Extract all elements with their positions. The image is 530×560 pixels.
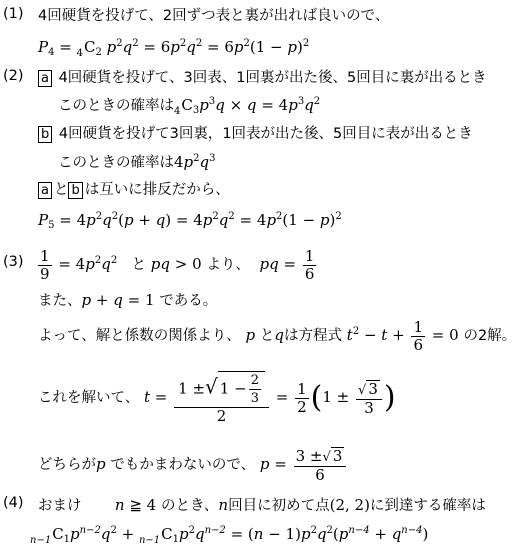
prob-a-c: C: [181, 96, 193, 114]
p4-text-2: のとき、: [161, 498, 219, 514]
f-pre1: n−1: [30, 535, 52, 546]
p4-text-4: に到達する確率は: [369, 498, 486, 514]
prob-a-pre: 4: [174, 106, 181, 117]
problem-4-number: (4): [3, 495, 24, 511]
answer-den: 6: [315, 465, 325, 484]
problem-3-number: (3): [3, 254, 24, 270]
formula-rest: $p^2q^2 = 6p^2q^2 = 6p^2(1 - p)^2$: [106, 38, 310, 56]
answer-fraction: $\frac{3 \pm√ 3}{6}$: [294, 447, 347, 484]
label-b-box-2: b: [68, 182, 82, 199]
res-den: 6: [304, 264, 315, 283]
f-sub2: 1: [172, 534, 180, 545]
problem-2-p5-formula: $P_5 = 4p^2q^2(p + q) = 4p^2q^2 = 4p^2(1 - p)^2$: [38, 211, 342, 231]
root-inner-den: 3: [250, 391, 259, 406]
fraction-1-6: [303, 248, 317, 283]
problem-2-b-line: [38, 124, 473, 145]
f-c1: C: [52, 525, 64, 543]
line4-text: これを解いて、: [38, 390, 140, 406]
formula-p4-sub: 4: [48, 47, 55, 58]
root-inner-num: 2: [250, 373, 259, 388]
ab-text: は互いに排反だから、: [84, 182, 230, 198]
line2-text-1: また、: [38, 293, 82, 309]
root-den: 2: [216, 407, 227, 425]
problem-2-a-text: 4回硬貨を投げて、3回表、1回裏が出た後、5回目に裏が出るとき: [58, 70, 487, 86]
line3-text-2: は方程式: [284, 328, 342, 344]
root-inner: 1 −: [219, 379, 247, 398]
line3-p: p: [245, 326, 256, 344]
line3-q: q: [274, 326, 284, 344]
problem-3-line-2: また、p + q = 1 である。: [38, 291, 218, 309]
paren-pm: 1 ±: [322, 388, 350, 406]
p5-sub: 5: [48, 220, 55, 231]
f-pre2: n−1: [138, 535, 161, 546]
line4-eq: =: [275, 388, 289, 406]
p4-text-3: 回目に初めて点: [228, 498, 330, 514]
problem-2-number: (2): [3, 68, 24, 84]
cond-text-2: より、: [206, 257, 250, 273]
label-a-box-2: a: [38, 182, 52, 199]
eq-den: 6: [413, 335, 423, 354]
formula-comb-pre: 4: [76, 48, 83, 59]
fraction-1-9: [38, 248, 52, 283]
half: [295, 381, 309, 416]
ab-and: と: [53, 182, 69, 198]
eq-rhs: = 0: [431, 326, 459, 344]
fraction-eq: [411, 319, 425, 354]
f-sub1: 1: [63, 534, 71, 545]
frac-num: 1: [40, 246, 50, 265]
frac-den: 9: [40, 264, 50, 283]
half-num: 1: [297, 379, 307, 398]
label-b-box: b: [38, 126, 52, 143]
problem-3-line-5: どちらがp でもかまわないので、 p = $\frac{3 \pm√ 3}{6}$: [38, 444, 348, 485]
problem-2-b-text: 4回硬貨を投げて3回裏，1回表が出た後、5回目に表が出るとき: [58, 126, 473, 142]
formula-p4: P: [38, 38, 49, 56]
problem-4-line-1: おまけ n ≧ 4 のとき、n回目に初めて点(2, 2)に到達する確率は: [38, 496, 486, 514]
half-den: 2: [297, 397, 307, 416]
res-num: 1: [304, 246, 315, 265]
line3-and: と: [259, 328, 275, 344]
bonus-text: おまけ: [38, 498, 82, 514]
prob-a-sub: 3: [192, 105, 200, 116]
problem-3-line-1: $\frac{1}{9}$ = $4p^2q^2$ と pq > 0 より、 pq = $\frac{1}{6}$: [40, 246, 315, 283]
root3-num: 3: [368, 379, 378, 398]
p5-symbol: P: [38, 211, 49, 229]
line5-text-1: どちらが: [38, 457, 96, 473]
problem-3-line-3: よって、解と係数の関係より、 p とqは方程式 $t^2 - t$ + $\frac{1}{6}$ = 0 の2解。: [38, 317, 517, 354]
problem-1-number: (1): [3, 6, 24, 22]
problem-4-formula: $_{n-1}C_1p^{n-2}q^2 + _{n-1}C_1p^2q^{n-2} = (n - 1)p^2q^2(p^{n-4} + q^{n-4})$: [30, 525, 429, 546]
line5-p: p: [96, 455, 106, 473]
eq-num: 1: [413, 317, 423, 336]
root3-over-3: $\frac{√ 3}{3}$: [356, 380, 382, 417]
line2-text-2: である。: [159, 293, 218, 309]
p4-point: (2, 2): [329, 496, 370, 514]
line3-text-1: よって、解と係数の関係より、: [38, 328, 241, 344]
root-pm: 1 ±: [178, 379, 206, 398]
prob-b-text: このときの確率は: [58, 155, 174, 171]
problem-3-line-4: これを解いて、 t = 1 ±√ 1 − $\frac{2}{3}$ 2 = $\frac{1}{2}$ (1 ± $\frac{√ 3}{3}$ ): [38, 373, 396, 425]
problem-2-a-probability: このときの確率は$_4C_3p^3q \times q = 4p^3q^2$: [58, 96, 321, 117]
problem-2-exclusive-line: [38, 180, 230, 201]
line5-text-2: でもかまわないので、: [110, 457, 256, 473]
f-c2: C: [161, 525, 173, 543]
cond-text-1: と: [131, 257, 146, 273]
problem-1-formula: [38, 37, 309, 60]
problem-2-b-probability: このときの確率は$4p^2q^3$: [58, 153, 216, 171]
root3-den: 3: [364, 398, 374, 417]
formula-comb-c: C: [83, 38, 96, 56]
formula-eq: =: [59, 38, 72, 56]
answer-root: 3: [332, 446, 343, 465]
p4-n: n: [218, 496, 229, 514]
root-formula: 1 ±√ 1 − $\frac{2}{3}$ 2: [174, 371, 269, 425]
label-a-box: a: [38, 70, 52, 87]
line3-text-3: の2解。: [463, 328, 517, 344]
problem-2-a-line: [38, 68, 487, 89]
answer-pm: 3 ±: [295, 446, 323, 465]
problem-1-line-1: 4回硬貨を投げて、2回ずつ表と裏が出れば良いので、: [38, 8, 390, 24]
prob-a-text: このときの確率は: [58, 98, 174, 114]
formula-comb-sub: 2: [95, 47, 102, 58]
